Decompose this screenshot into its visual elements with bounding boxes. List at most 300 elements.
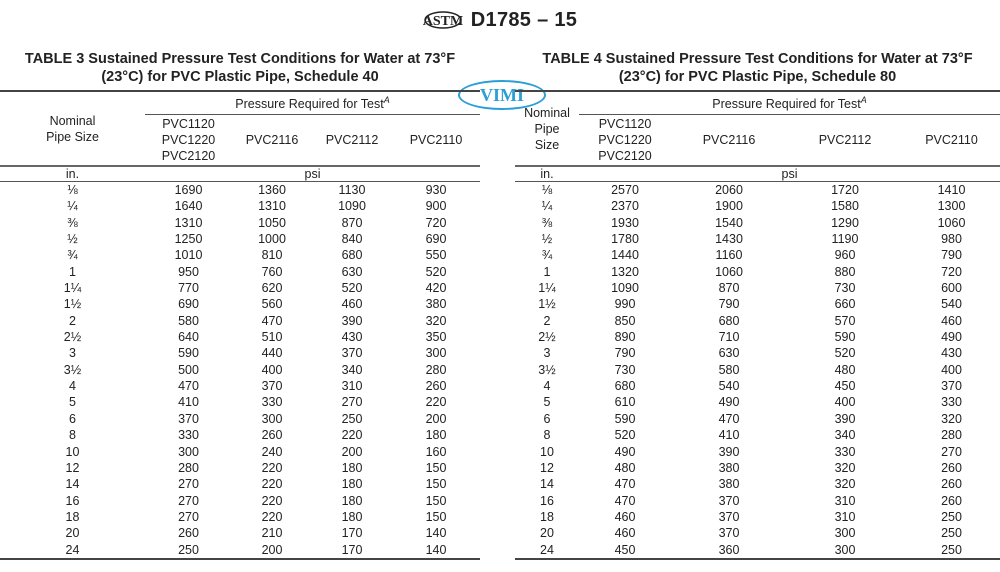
pressure-cell: 1160 [715,248,743,263]
pressure-cell: 560 [261,297,283,312]
pressure-cell: 250 [941,542,962,557]
pressure-cell: 400 [834,395,856,410]
pressure-cell: 180 [341,493,363,508]
pressure-cell: 960 [834,248,856,263]
nominal-size-header: Nominal Pipe Size [46,113,99,144]
pressure-cell: 500 [178,362,199,377]
pressure-cell: 320 [941,411,962,426]
pressure-cell: 340 [341,362,363,377]
pressure-cell: 260 [941,477,962,492]
table-row [0,460,480,476]
pressure-cell: 170 [341,526,363,541]
pressure-cell: 460 [614,526,636,541]
pressure-cell: 330 [834,444,856,459]
pressure-cell: 390 [834,411,856,426]
column-header-pvc1120: PVC1120 PVC1220 PVC2120 [598,117,652,163]
pipe-size-cell: 1½ [63,297,82,312]
pressure-cell: 890 [614,330,636,345]
pressure-cell: 1780 [611,232,639,247]
pressure-cell: 380 [718,460,740,475]
pressure-cell: 580 [178,313,199,328]
pressure-cell: 520 [834,346,856,361]
pressure-cell: 440 [261,346,283,361]
table-row [0,198,480,214]
table-row [0,345,480,361]
pressure-cell: 1440 [611,248,639,263]
pressure-cell: 300 [834,526,856,541]
astm-logo-icon [423,5,463,35]
pressure-cell: 550 [425,248,447,263]
pressure-cell: 630 [718,346,740,361]
pressure-cell: 1930 [611,215,639,230]
table-row [0,394,480,410]
pressure-cell: 140 [425,542,447,557]
table-row [0,215,480,231]
pipe-size-cell: 8 [543,428,551,443]
pressure-cell: 360 [718,542,740,557]
pressure-cell: 390 [341,313,363,328]
pressure-cell: 810 [261,248,283,263]
pressure-cell: 260 [178,526,199,541]
pressure-cell: 430 [341,330,363,345]
pressure-group-header: Pressure Required for Test$^A$ [145,91,480,115]
pressure-cell: 310 [834,493,856,508]
pressure-cell: 790 [941,248,962,263]
pressure-cell: 1300 [937,199,966,214]
table-row [0,411,480,427]
pressure-cell: 590 [178,346,199,361]
table-bottom-rule [0,559,480,560]
pressure-cell: 870 [341,215,363,230]
pressure-cell: 1900 [715,199,743,214]
pipe-size-cell: 18 [65,509,80,524]
pressure-cell: 510 [261,330,283,345]
pressure-cell: 260 [425,379,447,394]
pressure-cell: 460 [941,313,962,328]
pressure-cell: 1310 [258,199,286,214]
nominal-size-header: Nominal Pipe Size [524,105,570,152]
pressure-cell: 220 [261,477,283,492]
pipe-size-cell: 16 [540,493,554,508]
pressure-cell: 1090 [338,199,366,214]
pipe-size-cell: ⅜ [67,215,78,230]
pressure-cell: 390 [718,444,740,459]
table-row [0,378,480,394]
pressure-cell: 300 [425,346,447,361]
pressure-cell: 180 [341,509,363,524]
pressure-cell: 150 [425,509,447,524]
table-row [515,280,1000,296]
pressure-cell: 680 [614,379,636,394]
pipe-size-cell: 2½ [63,330,82,345]
pressure-cell: 760 [261,264,283,279]
table-row [515,296,1000,312]
pipe-size-cell: 6 [543,411,551,426]
table-row [515,231,1000,247]
pressure-cell: 250 [178,542,199,557]
pressure-cell: 320 [834,460,856,475]
pressure-cell: 1360 [258,183,286,197]
pipe-size-cell: 2 [69,313,76,328]
table-bottom-rule [515,559,1000,560]
pressure-cell: 150 [425,460,447,475]
pressure-cell: 450 [834,379,856,394]
table-row [515,525,1000,541]
pressure-cell: 180 [341,460,363,475]
pressure-cell: 160 [425,444,447,459]
table-row [515,411,1000,427]
pipe-size-cell: 5 [543,395,551,410]
pressure-cell: 1310 [174,215,203,230]
pressure-cell: 680 [718,313,740,328]
pressure-cell: 370 [718,509,740,524]
size-unit: in. [0,166,145,182]
pressure-cell: 320 [834,477,856,492]
column-header-pvc1120: PVC1120 PVC1220 PVC2120 [161,117,216,163]
column-header-pvc2112: PVC2112 [818,133,872,147]
pipe-size-cell: 1¼ [538,281,556,296]
pipe-size-cell: 16 [65,493,80,508]
table-row [515,329,1000,345]
pressure-cell: 200 [261,542,283,557]
table-row [515,509,1000,525]
table-row [0,182,480,199]
pressure-cell: 680 [341,248,363,263]
pipe-size-cell: ⅜ [541,215,553,230]
pressure-cell: 270 [178,477,199,492]
pressure-cell: 460 [614,509,636,524]
table-caption-line1: TABLE 3 Sustained Pressure Test Conditions for Water at 73°F [24,51,456,67]
pressure-cell: 590 [614,411,636,426]
pressure-cell: 470 [718,411,740,426]
pressure-cell: 280 [425,362,447,377]
table-row [515,427,1000,443]
pressure-cell: 1010 [174,248,203,263]
pipe-size-cell: ½ [541,232,553,247]
table-row [515,460,1000,476]
pipe-size-cell: 4 [69,379,76,394]
pipe-size-cell: 24 [65,542,80,557]
table-row [0,231,480,247]
pressure-cell: 690 [425,232,447,247]
pipe-size-cell: 5 [69,395,76,410]
pressure-cell: 490 [941,330,962,345]
pressure-cell: 310 [834,509,856,524]
table-caption-line2: (23°C) for PVC Plastic Pipe, Schedule 80 [618,69,897,85]
table-row [0,362,480,378]
pipe-size-cell: 3½ [538,362,556,377]
pipe-size-cell: ¾ [67,248,78,263]
table-row [0,264,480,280]
pressure-cell: 720 [941,264,962,279]
table-row [0,542,480,559]
pressure-cell: 320 [425,313,447,328]
table-body [515,182,1000,559]
pipe-size-cell: 3 [543,346,551,361]
pressure-cell: 1720 [831,183,859,197]
pipe-size-cell: 20 [540,526,554,541]
table-row [515,198,1000,214]
table-row [515,444,1000,460]
pressure-cell: 1060 [715,264,743,279]
pressure-cell: 990 [614,297,636,312]
pipe-size-cell: ⅛ [541,183,553,197]
pressure-cell: 350 [425,330,447,345]
pressure-cell: 370 [341,346,363,361]
pressure-cell: 1690 [174,183,203,197]
table-row [0,444,480,460]
pressure-cell: 270 [178,493,199,508]
pressure-cell: 250 [941,509,962,524]
pressure-cell: 1130 [338,183,366,197]
pressure-table [515,90,1000,560]
pressure-cell: 1060 [937,215,966,230]
pressure-cell: 210 [261,526,283,541]
pressure-cell: 790 [614,346,636,361]
pipe-size-cell: 24 [540,542,554,557]
pipe-size-cell: 3 [69,346,76,361]
pipe-size-cell: ⅛ [67,183,78,197]
pressure-group-header: Pressure Required for Test$^A$ [579,91,1000,115]
pressure-cell: 1410 [937,183,966,197]
pressure-cell: 930 [425,183,447,197]
pressure-cell: 220 [425,395,447,410]
document-id: D1785 – 15 [470,8,578,31]
column-header-pvc2110: PVC2110 [409,133,463,147]
table-row [515,215,1000,231]
pipe-size-cell: 18 [540,509,554,524]
pressure-cell: 1540 [715,215,743,230]
pressure-cell: 220 [261,460,283,475]
pressure-cell: 400 [261,362,283,377]
pressure-cell: 630 [341,264,363,279]
table-row [0,525,480,541]
table-row [515,247,1000,263]
pressure-cell: 540 [718,379,740,394]
column-header-pvc2112: PVC2112 [325,133,379,147]
pressure-cell: 220 [341,428,363,443]
pressure-cell: 480 [614,460,636,475]
pressure-cell: 310 [341,379,363,394]
pressure-cell: 470 [614,493,636,508]
pressure-cell: 450 [614,542,636,557]
pressure-cell: 220 [261,493,283,508]
pressure-cell: 640 [178,330,199,345]
pressure-cell: 460 [341,297,363,312]
pressure-cell: 1090 [611,281,639,296]
document-header [0,4,1000,36]
pressure-cell: 270 [341,395,363,410]
pipe-size-cell: ¾ [541,248,553,263]
pressure-cell: 470 [261,313,283,328]
pressure-cell: 850 [614,313,636,328]
pressure-cell: 1050 [258,215,286,230]
pressure-cell: 490 [614,444,636,459]
pressure-cell: 180 [341,477,363,492]
pressure-cell: 370 [718,526,740,541]
pressure-cell: 1430 [715,232,743,247]
pressure-cell: 480 [834,362,856,377]
pressure-cell: 590 [834,330,856,345]
pipe-size-cell: ½ [67,232,78,247]
pressure-cell: 410 [718,428,740,443]
pressure-table [0,90,480,560]
pressure-cell: 330 [261,395,283,410]
table-row [515,542,1000,559]
table-row [0,476,480,492]
pressure-cell: 370 [178,411,199,426]
pressure-cell: 2370 [611,199,639,214]
pressure-unit: psi [579,166,1000,182]
size-unit: in. [515,166,579,182]
pressure-cell: 580 [718,362,740,377]
pipe-size-cell: 3½ [63,362,82,377]
pressure-cell: 380 [425,297,447,312]
table-body [0,182,480,559]
pressure-cell: 660 [834,297,856,312]
pressure-cell: 220 [261,509,283,524]
pressure-cell: 1000 [258,232,286,247]
pipe-size-cell: 14 [65,477,80,492]
pressure-cell: 330 [941,395,962,410]
pressure-cell: 950 [178,264,199,279]
table-row [515,394,1000,410]
pressure-cell: 150 [425,493,447,508]
table-row [0,247,480,263]
pressure-cell: 710 [718,330,740,345]
pressure-cell: 410 [178,395,199,410]
pressure-cell: 490 [718,395,740,410]
pressure-cell: 260 [941,460,962,475]
svg-text:ASTM: ASTM [422,14,463,29]
pipe-size-cell: ¼ [67,199,78,214]
pressure-cell: 870 [718,281,740,296]
pressure-cell: 300 [261,411,283,426]
pressure-cell: 420 [425,281,447,296]
pressure-cell: 790 [718,297,740,312]
pressure-cell: 280 [941,428,962,443]
table-row [0,427,480,443]
pipe-size-cell: 12 [65,460,80,475]
pipe-size-cell: 1½ [538,297,556,312]
table-row [0,280,480,296]
table-4-schedule-80 [515,50,1000,560]
pressure-cell: 980 [941,232,962,247]
pressure-cell: 2570 [611,183,639,197]
pipe-size-cell: 6 [69,411,76,426]
pressure-cell: 240 [261,444,283,459]
pressure-cell: 370 [941,379,962,394]
pressure-cell: 570 [834,313,856,328]
table-row [0,296,480,312]
pressure-cell: 690 [178,297,199,312]
pressure-cell: 720 [425,215,447,230]
table-row [515,345,1000,361]
pipe-size-cell: 8 [69,428,76,443]
table-3-schedule-40 [0,50,480,560]
pressure-cell: 470 [178,379,199,394]
pressure-cell: 250 [941,526,962,541]
pressure-cell: 200 [341,444,363,459]
pipe-size-cell: ¼ [541,199,553,214]
pipe-size-cell: 12 [540,460,554,475]
pressure-cell: 520 [425,264,447,279]
table-row [515,378,1000,394]
pipe-size-cell: 14 [540,477,554,492]
pressure-cell: 260 [261,428,283,443]
pressure-cell: 730 [614,362,636,377]
pipe-size-cell: 4 [543,379,551,394]
pressure-cell: 140 [425,526,447,541]
table-caption-line2: (23°C) for PVC Plastic Pipe, Schedule 40 [101,69,379,85]
pressure-cell: 520 [614,428,636,443]
pressure-cell: 1250 [174,232,203,247]
pressure-cell: 400 [941,362,962,377]
pressure-cell: 1320 [611,264,639,279]
pressure-cell: 1190 [831,232,859,247]
pressure-cell: 2060 [715,183,743,197]
pressure-cell: 470 [614,477,636,492]
pipe-size-cell: 1 [543,264,551,279]
table-row [0,493,480,509]
pipe-size-cell: 10 [540,444,554,459]
table-row [515,264,1000,280]
pressure-cell: 880 [834,264,856,279]
pressure-cell: 300 [834,542,856,557]
pipe-size-cell: 10 [65,444,80,459]
pressure-cell: 180 [425,428,447,443]
pressure-cell: 620 [261,281,283,296]
table-row [515,182,1000,199]
pressure-cell: 250 [341,411,363,426]
pressure-cell: 270 [178,509,199,524]
pressure-cell: 430 [941,346,962,361]
pressure-cell: 280 [178,460,199,475]
pressure-cell: 270 [941,444,962,459]
vimi-watermark: VIMI [458,80,546,110]
pressure-cell: 150 [425,477,447,492]
table-caption-line1: TABLE 4 Sustained Pressure Test Conditions for Water at 73°F [542,51,973,67]
table-row [515,476,1000,492]
pipe-size-cell: 1 [69,264,76,279]
table-row [515,313,1000,329]
pressure-cell: 770 [178,281,199,296]
pressure-cell: 380 [718,477,740,492]
pressure-cell: 370 [261,379,283,394]
table-row [515,362,1000,378]
column-header-pvc2116: PVC2116 [702,133,756,147]
pressure-cell: 900 [425,199,447,214]
pressure-cell: 330 [178,428,199,443]
pressure-cell: 200 [425,411,447,426]
pressure-cell: 600 [941,281,962,296]
pipe-size-cell: 20 [65,526,80,541]
pressure-cell: 840 [341,232,363,247]
column-header-pvc2110: PVC2110 [925,133,978,147]
pressure-cell: 170 [341,542,363,557]
table-row [0,329,480,345]
pressure-cell: 370 [718,493,740,508]
pressure-cell: 340 [834,428,856,443]
table-row [0,313,480,329]
pressure-cell: 300 [178,444,199,459]
pressure-cell: 540 [941,297,962,312]
pipe-size-cell: 2 [543,313,551,328]
pipe-size-cell: 1¼ [63,281,82,296]
pressure-cell: 1640 [174,199,203,214]
table-row [0,509,480,525]
table-row [515,493,1000,509]
